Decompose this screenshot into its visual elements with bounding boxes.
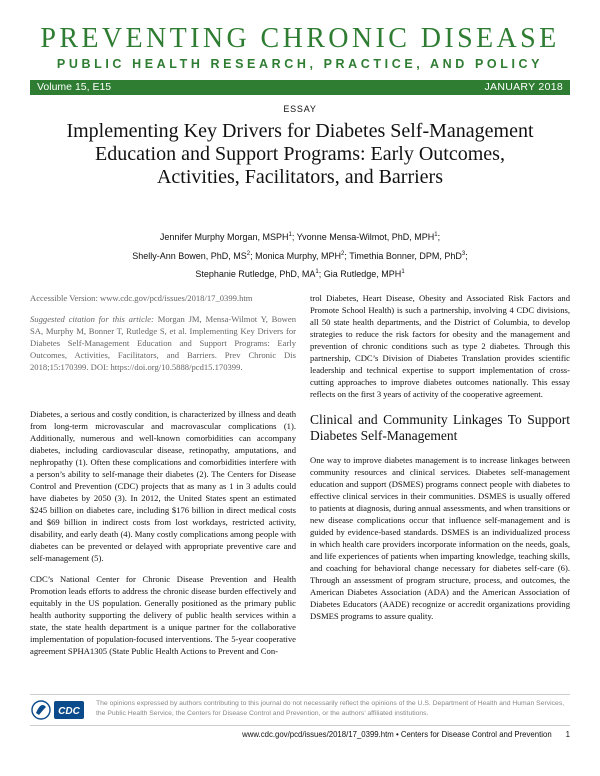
cdc-logo-text: CDC: [58, 706, 80, 717]
citation-label: Suggested citation for this article:: [30, 314, 154, 324]
article-title: Implementing Key Drivers for Diabetes Self-Management Education and Support Programs: Early Outcomes, Activities, Facilitators, and Barriers: [66, 120, 534, 188]
left-column: [30, 292, 296, 373]
body-paragraph: trol Diabetes, Heart Disease, Obesity and Associated Risk Factors and Promote School Health) is such a partnership, involving 4 CDC divisions, all 50 state health departments, and the District of Columbia, to develop strategies to reduce the risk factors for obesity and the management and prevention of chronic conditions such as type 2 diabetes. Through this partnership, CDC’s Division of Diabetes Translation provides scientific leadership and technical expertise to support implementation of cross-cutting approaches to improve diabetes outcomes nationally. This essay reflects on the first 3 years of activity of the cooperative agreement.: [310, 293, 570, 399]
body-paragraph: CDC’s National Center for Chronic Disease Prevention and Health Promotion leads efforts to address the chronic disease burden effectively and equitably in the US population. Generally positioned as the primary public health authority supporting the delivery of public health services within a state, the state health department is a unique partner for the collaborative implementation of population-focused interventions. The 5-year cooperative agreement SPHA1305 (State Public Health Actions to Prevent and Con-: [30, 574, 296, 656]
journal-title: PREVENTING CHRONIC DISEASE: [40, 23, 560, 54]
author-list: [50, 227, 550, 283]
accessible-version-link[interactable]: Accessible Version: www.cdc.gov/pcd/issues/2018/17_0399.htm: [30, 293, 253, 303]
author: Monica Murphy, MPH$^2$;: [255, 250, 350, 261]
author: Yvonne Mensa-Wilmot, PhD, MPH$^1$;: [296, 232, 441, 242]
body-paragraph: One way to improve diabetes management is to increase linkages between community resources and clinical services. Diabetes self-management education and support (DSMES) programs connect people with diabetes to effective clinical services in their communities. DSMES is usually offered to patients at diagnosis, during annual assessments, and when transitions or new disease complications occur that influence self-management and is guided by evidence-based standards. DSMES is an individualized process in which health care providers incorporate information on the needs, goals, and life experiences of patients when imparting knowledge, teaching skills, and coaching for behavioral change necessary for diabetes self-care (6). Through an assessment of program structure, process, and outcomes, the American Diabetes Association (ADA) and the American Association of Diabetes Educators (AADE) recognize or accredit organizations providing DSMES programs to assure quality.: [310, 455, 570, 621]
volume-bar: [30, 80, 570, 95]
author: Jennifer Murphy Morgan, MSPH$^1$;: [159, 232, 297, 242]
author: Shelly-Ann Bowen, PhD, $MS^2$;: [132, 250, 256, 261]
body-paragraph: Diabetes, a serious and costly condition, is characterized by illness and death from long-term microvascular and macrovascular complications (1). Additionally, numerous and well-known comorbidities can accompany diabetes, including cardiovascular disease, retinopathy, amputations, and nephropathy (1). Often these complications and comorbidities interfere with a person’s ability to self-manage their diabetes (2). The Centers for Disease Control and Prevention (CDC) projects that as many as 1 in 3 adults could have diabetes by 2050 (3). In 2012, the United States spent an estimated $245 billion on diabetes care, including $176 billion in direct medical costs and $69 billion in indirect costs from lost workdays, restricted activity, disability, and early death (4). Many costly complications among people with diabetes can be prevented or delayed with appropriate preventive care and self-management (5).: [30, 409, 296, 563]
footer-url[interactable]: www.cdc.gov/pcd/issues/2018/17_0399.htm • Centers for Disease Control and Prevention: [242, 730, 552, 739]
left-body: [30, 408, 296, 666]
disclaimer-box: [30, 694, 570, 726]
journal-subtitle: PUBLIC HEALTH RESEARCH, PRACTICE, AND POLICY: [56, 57, 544, 71]
hhs-cdc-logo: [30, 695, 90, 725]
disclaimer-text: The opinions expressed by authors contributing to this journal do not necessarily reflect the opinions of the U.S. Department of Health and Human Services, the Public Health Service, the Centers for Disease Control and Prevention, or the authors’ affiliated institutions.: [96, 700, 565, 717]
page-number: 1: [565, 730, 570, 739]
author: Timethia Bonner, DPM, PhD$^3$;: [349, 250, 468, 261]
section-heading: Clinical and Community Linkages To Support Diabetes Self-Management: [310, 412, 570, 443]
article-type: ESSAY: [283, 104, 317, 114]
issue-date: JANUARY 2018: [484, 81, 563, 93]
author: Stephanie Rutledge, PhD, $MA^1$;: [195, 269, 324, 279]
suggested-citation: [30, 313, 296, 373]
page-footer: [30, 730, 570, 739]
author: Gia Rutledge, MPH$^1$: [323, 269, 405, 279]
citation-text: Morgan JM, Mensa-Wilmot Y, Bowen SA, Murphy M, Bonner T, Rutledge S, et al. Implementing Key Drivers for Diabetes Self-Management Education and Support Programs: Early Outcomes, Activities, Facilitators, and Barriers. Prev Chronic Dis 2018;15:170399. DOI: https://doi.org/10.5888/pcd15.170399.: [30, 314, 296, 372]
right-column: [310, 292, 570, 631]
volume-number: Volume 15, E15: [37, 81, 112, 93]
